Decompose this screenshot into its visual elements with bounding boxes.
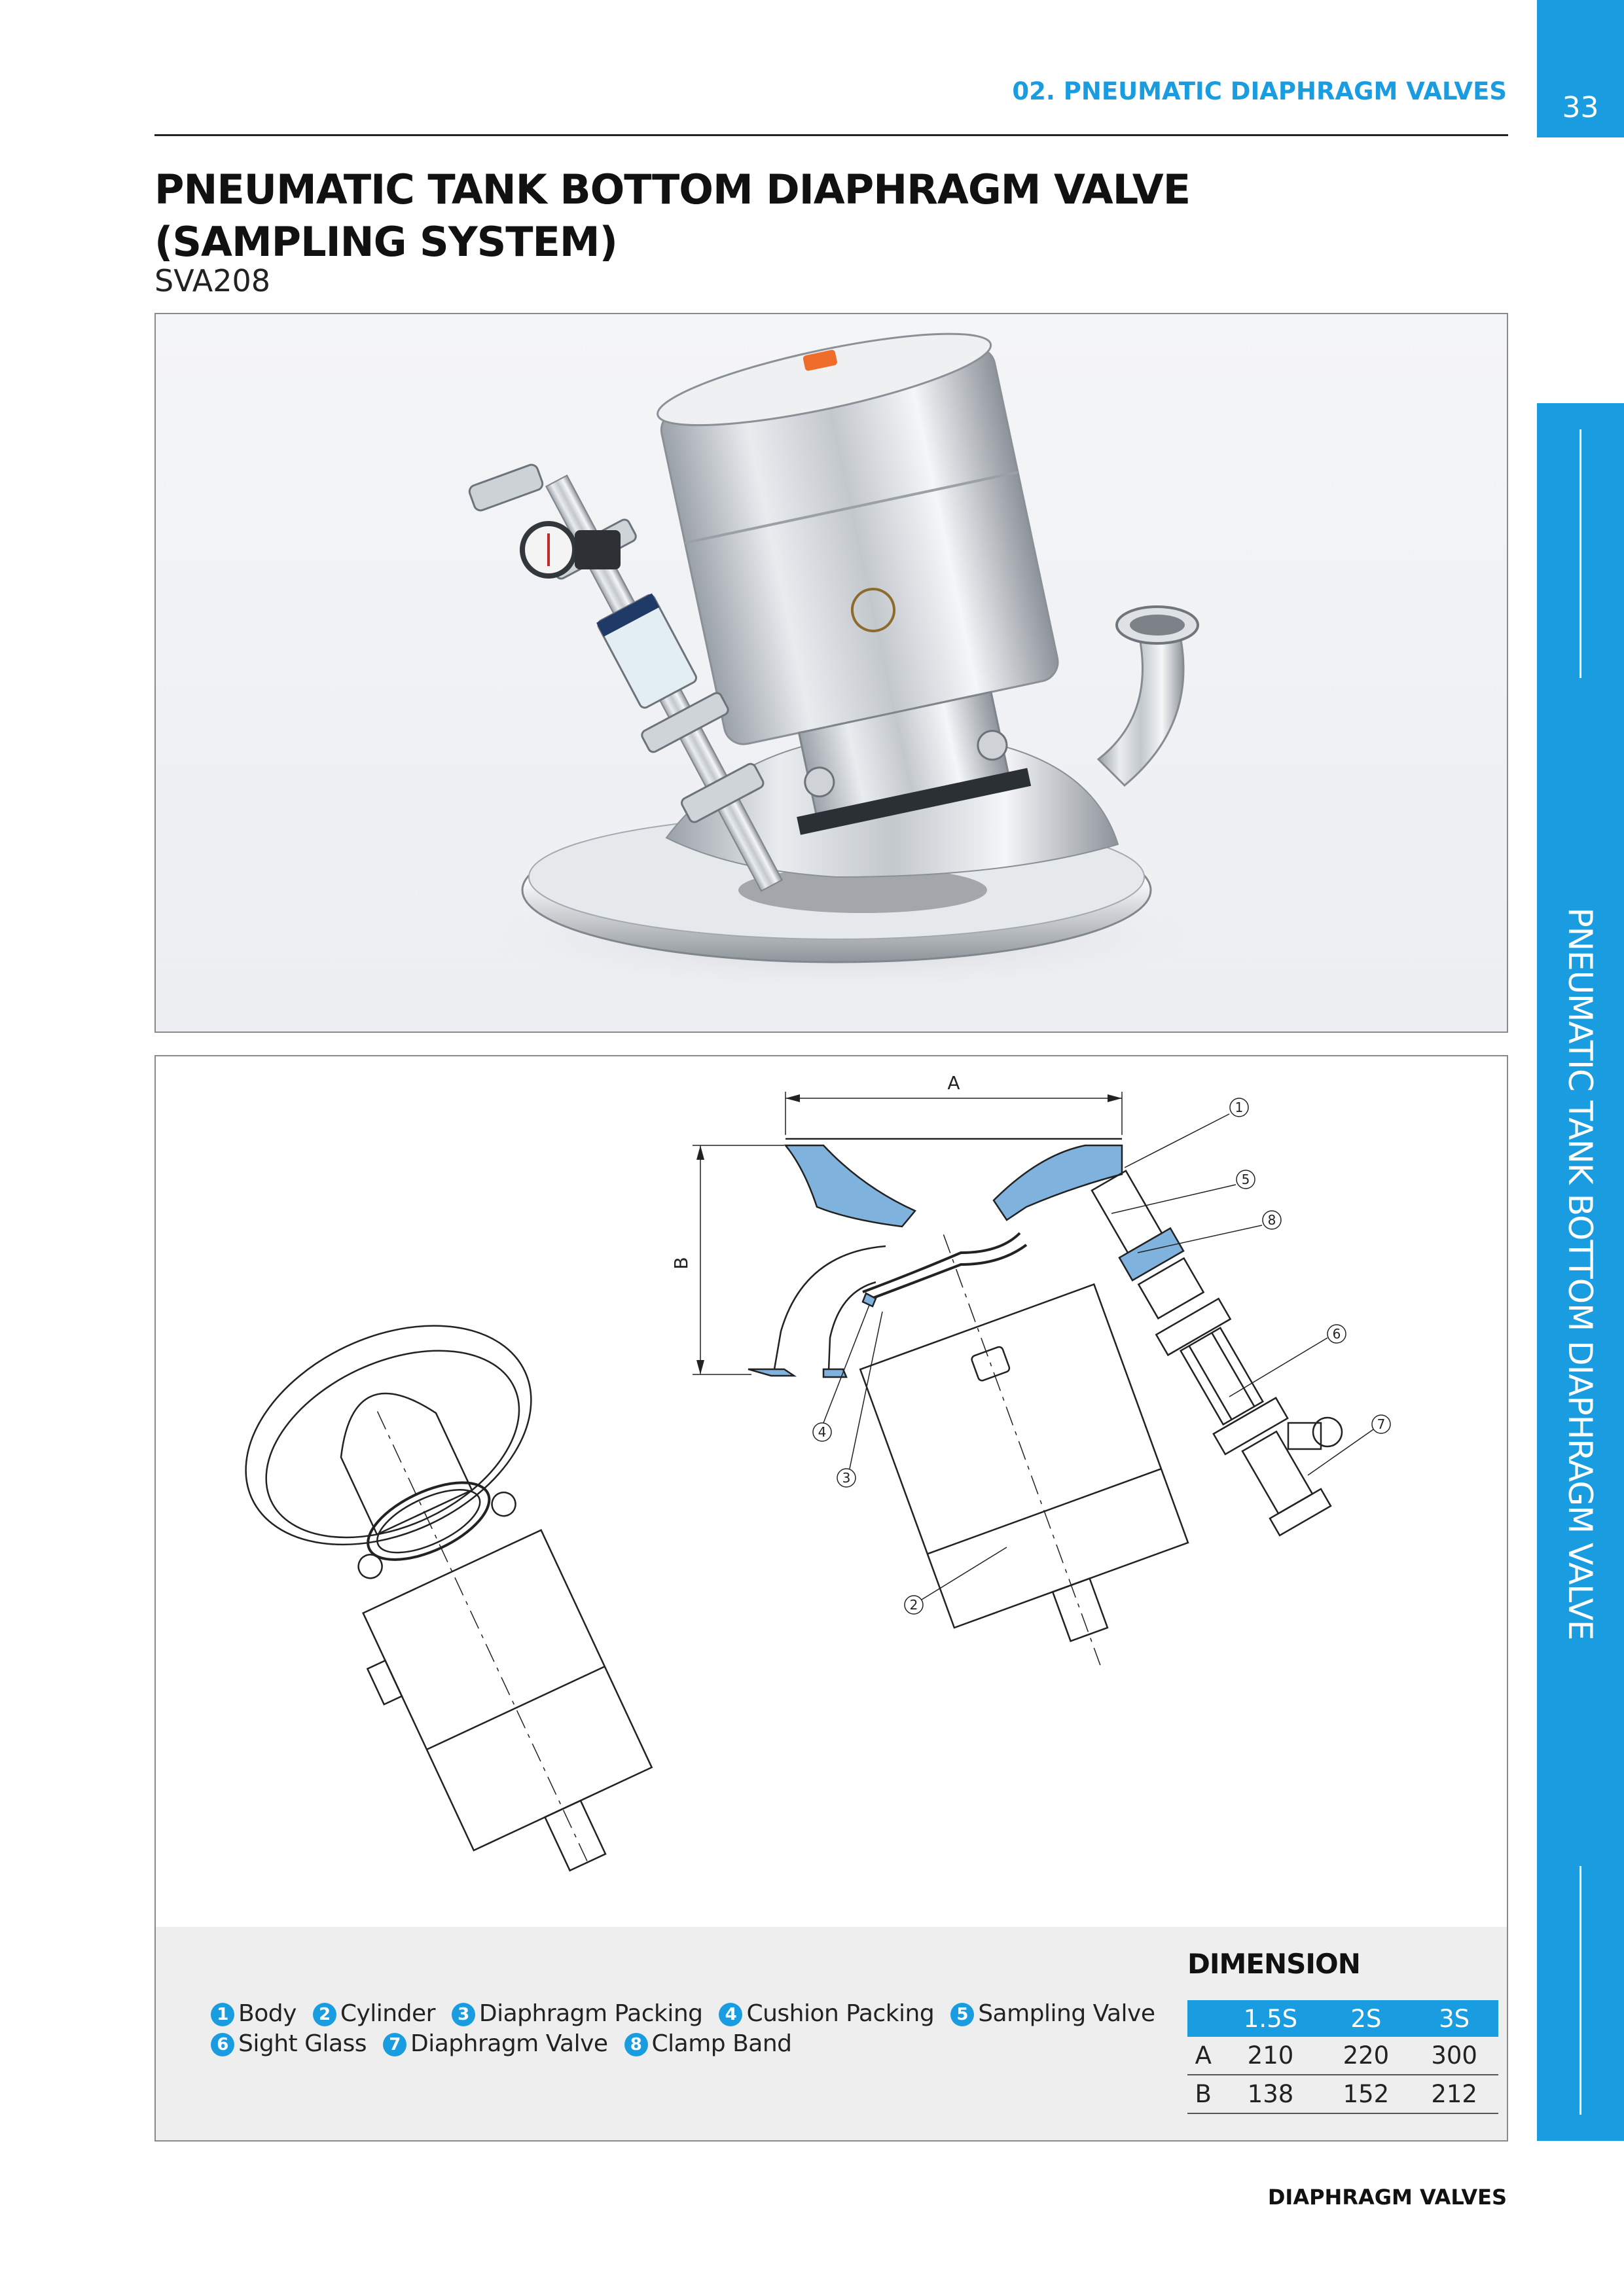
legend-num: 8: [624, 2033, 648, 2056]
callout-7: 7: [1377, 1416, 1386, 1432]
legend-label: Sight Glass: [238, 2030, 367, 2057]
table-cell: B: [1187, 2075, 1219, 2113]
table-cell: 138: [1219, 2075, 1322, 2113]
legend-num: 4: [719, 2003, 742, 2026]
legend-num: 7: [383, 2033, 406, 2056]
page-number-tab: [1537, 0, 1624, 137]
callout-8: 8: [1267, 1212, 1276, 1228]
table-row: [1187, 2037, 1498, 2075]
legend-label: Sampling Valve: [978, 2000, 1155, 2027]
legend-label: Body: [238, 2000, 297, 2027]
legend-line-2: [211, 2030, 792, 2057]
page-title-line-1: PNEUMATIC TANK BOTTOM DIAPHRAGM VALVE: [154, 166, 1191, 213]
cross-section-drawing: [156, 1056, 1507, 1927]
dimension-header-cell: 3S: [1410, 2000, 1498, 2037]
side-tab-rule-bottom: [1579, 1866, 1581, 2115]
section-header: 02. PNEUMATIC DIAPHRAGM VALVES: [1012, 77, 1507, 105]
table-cell: A: [1187, 2037, 1219, 2075]
dimension-header-cell: 2S: [1322, 2000, 1411, 2037]
dimension-header-row: [1187, 2000, 1498, 2037]
legend-num: 2: [313, 2003, 336, 2026]
dim-label-b: B: [670, 1257, 692, 1270]
callout-6: 6: [1332, 1326, 1341, 1342]
page-title-line-2: (SAMPLING SYSTEM): [154, 218, 617, 266]
callout-5: 5: [1241, 1172, 1250, 1187]
legend-num: 3: [452, 2003, 475, 2026]
isometric-view: [211, 1283, 725, 1926]
product-photo: [154, 313, 1508, 1033]
callout-1: 1: [1235, 1100, 1244, 1115]
legend-num: 6: [211, 2033, 234, 2056]
model-code: SVA208: [154, 263, 270, 298]
dimension-table: [1187, 2000, 1498, 2114]
legend-label: Cylinder: [340, 2000, 435, 2027]
footer-label: DIAPHRAGM VALVES: [1267, 2185, 1507, 2210]
side-tab-label: PNEUMATIC TANK BOTTOM DIAPHRAGM VALVE: [1561, 907, 1599, 1640]
page-number: 33: [1562, 91, 1599, 124]
table-row: [1187, 2075, 1498, 2113]
dimension-header-cell: [1187, 2000, 1219, 2037]
technical-drawing: [154, 1055, 1508, 2142]
header-rule: [154, 134, 1508, 136]
legend-line-1: [211, 2000, 1155, 2027]
table-cell: 152: [1322, 2075, 1411, 2113]
dim-label-a: A: [947, 1072, 960, 1094]
legend-label: Cushion Packing: [746, 2000, 935, 2027]
legend-num: 5: [950, 2003, 974, 2026]
legend-label: Diaphragm Packing: [478, 2000, 703, 2027]
callout-4: 4: [818, 1424, 827, 1440]
legend-num: 1: [211, 2003, 234, 2026]
table-cell: 300: [1410, 2037, 1498, 2075]
page-title: [154, 164, 1190, 268]
legend-label: Diaphragm Valve: [410, 2030, 608, 2057]
dimension-title: DIMENSION: [1187, 1948, 1360, 1980]
table-cell: 220: [1322, 2037, 1411, 2075]
side-tab: [1537, 403, 1624, 2141]
table-cell: 210: [1219, 2037, 1322, 2075]
legend-label: Clamp Band: [651, 2030, 792, 2057]
dimension-header-cell: 1.5S: [1219, 2000, 1322, 2037]
side-tab-rule-top: [1579, 429, 1581, 678]
table-cell: 212: [1410, 2075, 1498, 2113]
callout-2: 2: [909, 1597, 918, 1613]
callout-3: 3: [842, 1470, 851, 1486]
product-photo-illustration: [156, 314, 1507, 1031]
